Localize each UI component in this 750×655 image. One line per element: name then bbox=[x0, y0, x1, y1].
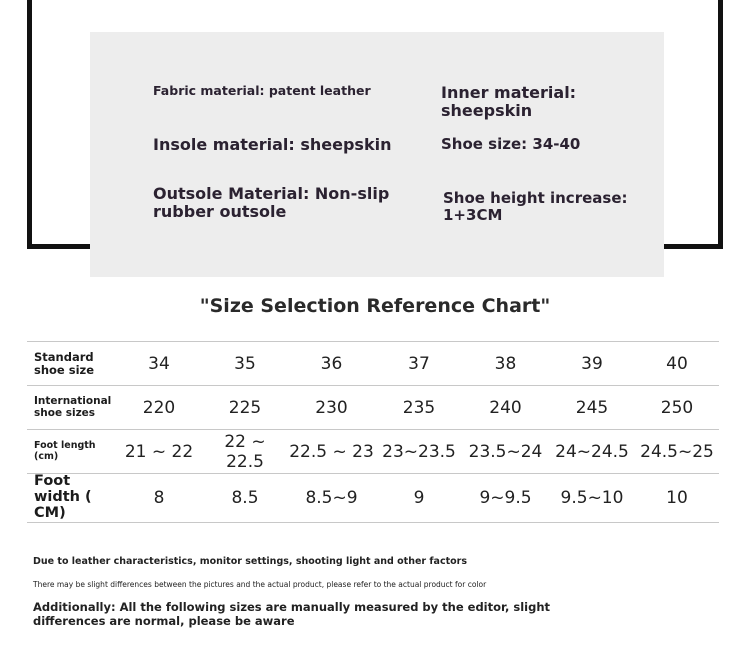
spec-panel bbox=[90, 32, 664, 277]
row-label: Foot length (cm) bbox=[27, 430, 115, 474]
table-row bbox=[27, 474, 719, 523]
row-label: Foot width ( CM) bbox=[27, 474, 115, 523]
note-disclaimer-1: Due to leather characteristics, monitor settings, shooting light and other factors bbox=[33, 556, 468, 567]
table-cell: 245 bbox=[549, 386, 635, 430]
table-cell: 23~23.5 bbox=[376, 430, 462, 474]
spec-fabric: Fabric material: patent leather bbox=[153, 83, 371, 98]
table-cell: 240 bbox=[462, 386, 549, 430]
table-cell: 21 ~ 22 bbox=[115, 430, 203, 474]
table-cell: 9.5~10 bbox=[549, 474, 635, 523]
table-cell: 40 bbox=[635, 342, 719, 386]
table-cell: 36 bbox=[287, 342, 376, 386]
spec-insole: Insole material: sheepskin bbox=[153, 135, 392, 154]
table-row bbox=[27, 386, 719, 430]
table-cell: 37 bbox=[376, 342, 462, 386]
table-cell: 230 bbox=[287, 386, 376, 430]
table-cell: 38 bbox=[462, 342, 549, 386]
table-cell: 8.5~9 bbox=[287, 474, 376, 523]
table-cell: 24~24.5 bbox=[549, 430, 635, 474]
table-cell: 8.5 bbox=[203, 474, 287, 523]
spec-height: Shoe height increase: 1+3CM bbox=[443, 189, 628, 224]
table-cell: 23.5~24 bbox=[462, 430, 549, 474]
note-disclaimer-3: Additionally: All the following sizes are manually measured by the editor, slight differences are normal, please be aware bbox=[33, 600, 551, 629]
spec-inner: Inner material: sheepskin bbox=[441, 83, 577, 120]
table-cell: 22.5 ~ 23 bbox=[287, 430, 376, 474]
table-cell: 8 bbox=[115, 474, 203, 523]
chart-title: "Size Selection Reference Chart" bbox=[199, 295, 551, 317]
table-cell: 235 bbox=[376, 386, 462, 430]
size-chart-table bbox=[27, 341, 719, 523]
table-cell: 250 bbox=[635, 386, 719, 430]
table-row bbox=[27, 430, 719, 474]
table-cell: 35 bbox=[203, 342, 287, 386]
row-label: International shoe sizes bbox=[27, 386, 115, 430]
table-cell: 225 bbox=[203, 386, 287, 430]
table-cell: 220 bbox=[115, 386, 203, 430]
spec-shoe-size: Shoe size: 34-40 bbox=[441, 135, 581, 153]
table-cell: 34 bbox=[115, 342, 203, 386]
note-disclaimer-2: There may be slight differences between the pictures and the actual product, please refer to the actual product for color bbox=[33, 580, 487, 589]
table-cell: 39 bbox=[549, 342, 635, 386]
spec-outsole: Outsole Material: Non-slip rubber outsole bbox=[153, 184, 390, 221]
row-label: Standard shoe size bbox=[27, 342, 115, 386]
table-cell: 22 ~ 22.5 bbox=[203, 430, 287, 474]
table-cell: 24.5~25 bbox=[635, 430, 719, 474]
table-cell: 9 bbox=[376, 474, 462, 523]
table-row bbox=[27, 342, 719, 386]
table-cell: 9~9.5 bbox=[462, 474, 549, 523]
table-cell: 10 bbox=[635, 474, 719, 523]
